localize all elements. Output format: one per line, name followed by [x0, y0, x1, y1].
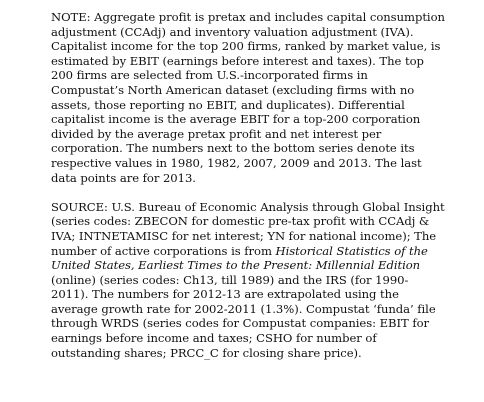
- note-line: respective values in 1980, 1982, 2007, 2009 and 2013. The last: [51, 155, 422, 170]
- note-line: Capitalist income for the top 200 firms, ranked by market value, is: [51, 39, 441, 54]
- book-title-part2: United States, Earliest Times to the Present: Millennial Edition: [51, 258, 421, 273]
- document-body: [51, 10, 471, 360]
- note-line: divided by the average pretax profit and net interest per: [51, 126, 382, 141]
- source-line: 2011). The numbers for 2012-13 are extrapolated using the: [51, 287, 399, 302]
- note-paragraph: [51, 10, 471, 185]
- note-line: estimated by EBIT (earnings before interest and taxes). The top: [51, 53, 424, 68]
- source-line: outstanding shares; PRCC_C for closing share price).: [51, 345, 362, 360]
- source-line: average growth rate for 2002-2011 (1.3%). Compustat ‘funda’ file: [51, 301, 436, 316]
- note-line: NOTE: Aggregate profit is pretax and includes capital consumption: [51, 10, 445, 24]
- note-line: corporation. The numbers next to the bottom series denote its: [51, 141, 415, 156]
- source-line: (series codes: ZBECON for domestic pre-tax profit with CCAdj &: [51, 214, 430, 229]
- note-line: assets, those reporting no EBIT, and duplicates). Differential: [51, 97, 405, 112]
- source-line: through WRDS (series codes for Compustat companies: EBIT for: [51, 316, 429, 331]
- source-paragraph: [51, 200, 471, 361]
- source-line: SOURCE: U.S. Bureau of Economic Analysis through Global Insight: [51, 199, 445, 214]
- book-title-part1: Historical Statistics of the: [275, 243, 428, 258]
- note-line: 200 firms are selected from U.S.-incorporated firms in: [51, 68, 368, 83]
- source-line: earnings before income and taxes; CSHO for number of: [51, 331, 377, 346]
- note-line: capitalist income is the average EBIT for a top-200 corporation: [51, 112, 421, 127]
- note-line: data points are for 2013.: [51, 170, 196, 185]
- note-line: adjustment (CCAdj) and inventory valuation adjustment (IVA).: [51, 24, 414, 39]
- note-line: Compustat’s North American dataset (excluding firms with no: [51, 82, 415, 97]
- source-line: number of active corporations is from: [51, 243, 276, 258]
- source-line: (online) (series codes: Ch13, till 1989) and the IRS (for 1990-: [51, 272, 409, 287]
- source-line: IVA; INTNETAMISC for net interest; YN for national income); The: [51, 228, 437, 243]
